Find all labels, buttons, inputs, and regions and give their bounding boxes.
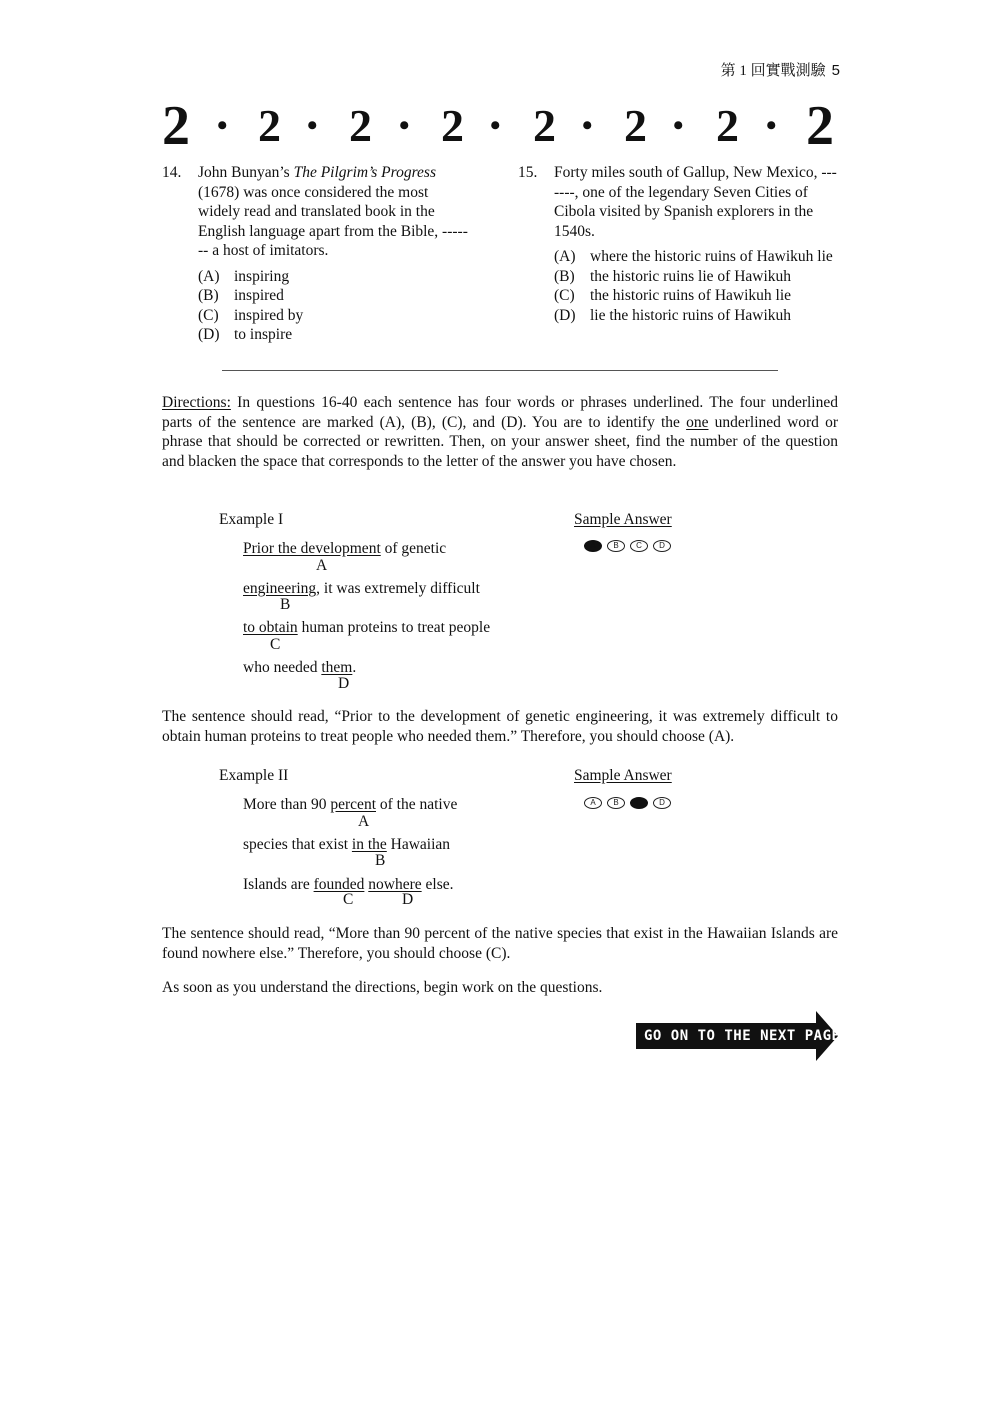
- banner-dot: •: [673, 109, 684, 142]
- option-letter: (C): [554, 287, 575, 304]
- next-page-button[interactable]: [636, 1011, 841, 1061]
- stem-text: (1678) was once considered the most widely read and translated book in the English language apart from the Bible, ------- a host of imitators.: [198, 183, 468, 259]
- question-stem: [198, 163, 472, 345]
- option-text: to inspire: [234, 326, 293, 343]
- option-text: inspired: [234, 287, 284, 304]
- underlined-part-a: Prior the development: [243, 540, 381, 557]
- banner-digit: 2: [258, 100, 281, 151]
- example-2-answer-bubbles: [584, 797, 671, 809]
- sentence-text: species that exist: [243, 836, 352, 853]
- underlined-part-b: in the: [351, 836, 387, 853]
- answer-bubble-b: B: [607, 797, 625, 809]
- page-number: 5: [831, 62, 840, 79]
- sentence-text: More than 90: [243, 796, 331, 813]
- question-stem: [554, 163, 840, 325]
- option-text: inspiring: [234, 267, 290, 285]
- sentence-text: who needed: [243, 659, 322, 676]
- option-letter: (D): [554, 306, 576, 324]
- sentence-text: , it was extremely difficult: [316, 580, 480, 597]
- example-1-answer-bubbles: [584, 540, 671, 552]
- directions-text: underlined word or phrase that should be corrected or rewritten. Then, on your answer sheet, find the number of the question and blacken the space that corresponds to the letter of the answer you have chosen.: [162, 413, 838, 470]
- example-2-explanation: The sentence should read, “More than 90 percent of the native species that exist in the Hawaiian Islands are found nowhere else.” Therefore, you should choose (C).: [162, 925, 838, 962]
- example-2-line-2: [243, 835, 450, 855]
- option-text: the historic ruins lie of Hawikuh: [590, 267, 792, 285]
- question-15: [518, 163, 840, 325]
- directions-text: In questions 16-40 each sentence has four words or phrases underlined. The four underlined parts of the sentence are marked (A), (B), (C), and (D). You are to identify the: [162, 394, 838, 431]
- next-page-label: GO ON TO THE NEXT PAGE: [644, 1028, 841, 1044]
- underlined-part-a: percent: [330, 796, 376, 813]
- banner-digit: 2: [533, 100, 556, 151]
- option-letter: (B): [198, 287, 219, 304]
- banner-digit: 2: [624, 100, 647, 151]
- option-letter: (A): [554, 248, 576, 265]
- example-1-explanation: The sentence should read, “Prior to the development of genetic engineering, it was extremely difficult to obtain human proteins to treat people who needed them.” Therefore, you should choose (A).: [162, 708, 838, 745]
- marker-c: C: [270, 636, 281, 653]
- banner-dot: •: [399, 109, 410, 142]
- marker-a: A: [316, 557, 328, 574]
- option-text: lie the historic ruins of Hawikuh: [590, 306, 792, 324]
- answer-bubble-d: D: [653, 540, 671, 552]
- option-letter: (C): [198, 306, 219, 324]
- stem-text: John Bunyan’s: [198, 164, 294, 181]
- question-number: 15.: [518, 164, 538, 181]
- option-text: the historic ruins of Hawikuh lie: [590, 287, 792, 304]
- underlined-part-c: to obtain: [243, 619, 298, 636]
- sentence-text: else.: [421, 876, 454, 893]
- marker-b: B: [375, 852, 386, 869]
- option-letter: (A): [198, 267, 220, 285]
- sentence-text: of the native: [376, 796, 458, 813]
- directions-label: Directions:: [162, 394, 231, 411]
- banner-digit: 2: [349, 100, 372, 151]
- option-d[interactable]: [198, 325, 472, 345]
- option-list: [198, 267, 472, 345]
- option-text: inspired by: [234, 306, 304, 324]
- answer-bubble-b: B: [607, 540, 625, 552]
- banner-dot: •: [490, 109, 501, 142]
- option-list: [554, 247, 840, 325]
- sentence-text: Hawaiian: [386, 836, 451, 853]
- page-header: [721, 61, 840, 82]
- banner-digit: 2: [806, 95, 834, 157]
- example-2-sample-answer-label: Sample Answer: [574, 767, 672, 784]
- example-2-title: Example II: [219, 767, 289, 784]
- option-d[interactable]: [554, 306, 840, 326]
- marker-a: A: [358, 813, 370, 830]
- section-divider: [222, 370, 778, 371]
- underlined-part-d: nowhere: [368, 876, 422, 893]
- option-c[interactable]: [198, 306, 472, 326]
- underlined-part-c: founded: [313, 876, 365, 893]
- banner-dot: •: [217, 109, 228, 142]
- banner-dot: •: [766, 109, 777, 142]
- marker-d: D: [338, 675, 350, 692]
- example-2-line-1: [243, 795, 457, 815]
- marker-b: B: [280, 596, 291, 613]
- banner-digit: 2: [441, 100, 464, 151]
- option-b[interactable]: [198, 286, 472, 306]
- option-text: where the historic ruins of Hawikuh lie: [590, 248, 833, 265]
- sentence-text: of genetic: [380, 540, 447, 557]
- marker-d: D: [402, 891, 414, 908]
- question-number: 14.: [162, 164, 182, 181]
- banner-dot: •: [307, 109, 318, 142]
- closing-instruction: As soon as you understand the directions, begin work on the questions.: [162, 979, 603, 996]
- answer-bubble-d: D: [653, 797, 671, 809]
- option-letter: (D): [198, 326, 220, 343]
- option-b[interactable]: [554, 267, 840, 287]
- banner-dot: •: [582, 109, 593, 142]
- sentence-text: human proteins to treat people: [297, 619, 491, 636]
- option-c[interactable]: [554, 286, 840, 306]
- option-letter: (B): [554, 267, 575, 285]
- directions-paragraph: [162, 393, 838, 471]
- answer-bubble-a: A: [584, 540, 602, 552]
- example-1-sample-answer-label: Sample Answer: [574, 511, 672, 528]
- question-14: [162, 163, 472, 345]
- underlined-part-b: engineering: [243, 580, 317, 597]
- example-1-line-2: [243, 579, 480, 599]
- stem-text: Forty miles south of Gallup, New Mexico, -------, one of the legendary Seven Cities of Cibola visited by Spanish explorers in the 1540s.: [554, 164, 837, 240]
- option-a[interactable]: [198, 267, 472, 287]
- header-title: 第 1 回實戰測驗: [720, 63, 826, 79]
- banner-digit: 2: [716, 100, 739, 151]
- example-1-title: Example I: [219, 511, 284, 528]
- answer-bubble-a: A: [584, 797, 602, 809]
- book-title: The Pilgrim’s Progress: [293, 164, 436, 181]
- directions-emphasis: one: [686, 413, 709, 431]
- sentence-text: Islands are: [243, 876, 314, 893]
- answer-bubble-c: C: [630, 797, 648, 809]
- example-1-line-1: [243, 539, 446, 559]
- underlined-part-d: them: [321, 659, 353, 676]
- marker-c: C: [343, 891, 354, 908]
- option-a[interactable]: [554, 247, 840, 267]
- answer-bubble-c: C: [630, 540, 648, 552]
- section-banner: [162, 95, 838, 157]
- sentence-text: .: [352, 659, 357, 676]
- banner-digit: 2: [162, 95, 190, 157]
